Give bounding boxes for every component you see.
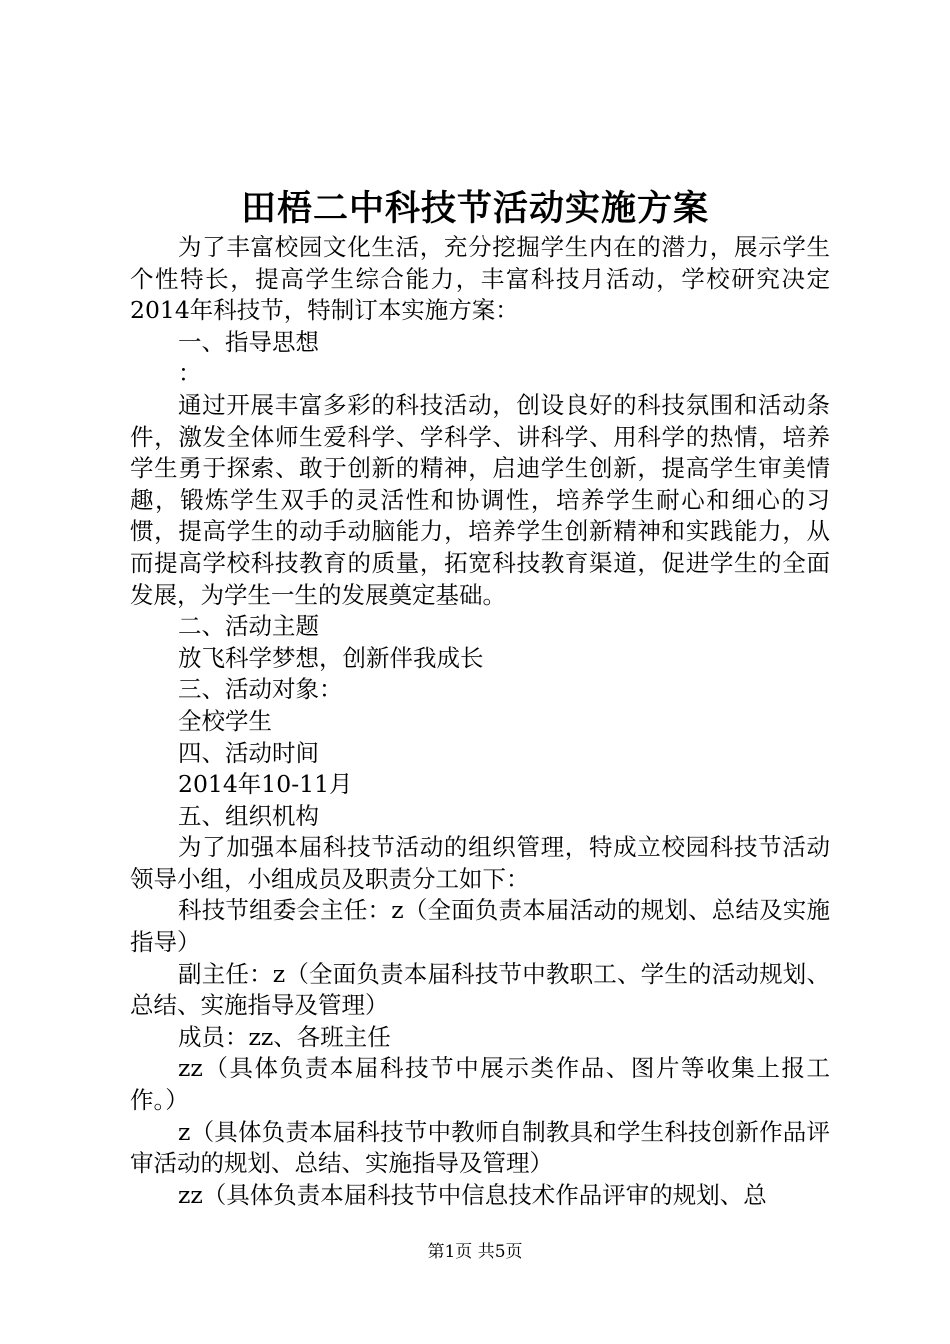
heading-activity-theme: 二、活动主题 <box>178 612 319 641</box>
paragraph-activity-target: 全校学生 <box>178 706 272 735</box>
paragraph-member-duty-2: z（具体负责本届科技节中教师自制教具和学生科技创新作品评审活动的规划、总结、实施指导及管理） <box>130 1117 830 1178</box>
heading-activity-time: 四、活动时间 <box>178 738 319 767</box>
paragraph-committee-director: 科技节组委会主任：z（全面负责本届活动的规划、总结及实施指导） <box>130 896 830 957</box>
paragraph-colon: ： <box>178 359 202 388</box>
heading-organization: 五、组织机构 <box>178 801 319 830</box>
page-footer: 第1页 共5页 <box>427 1242 523 1262</box>
paragraph-activity-theme: 放飞科学梦想，创新伴我成长 <box>178 643 484 672</box>
paragraph-guiding-ideology: 通过开展丰富多彩的科技活动，创设良好的科技氛围和活动条件，激发全体师生爱科学、学科学、讲科学、用科学的热情，培养学生勇于探索、敢于创新的精神，启迪学生创新，提高学生审美情趣，锻炼学生双手的灵活性和协调性，培养学生耐心和细心的习惯，提高学生的动手动脑能力，培养学生创新精神和实践能力，从而提高学校科技教育的质量，拓宽科技教育渠道，促进学生的全面发展，为学生一生的发展奠定基础。 <box>130 390 830 609</box>
paragraph-activity-time: 2014年10-11月 <box>178 770 353 799</box>
heading-activity-target: 三、活动对象： <box>178 675 343 704</box>
paragraph-organization: 为了加强本届科技节活动的组织管理，特成立校园科技节活动领导小组，小组成员及职责分工如下： <box>130 833 830 893</box>
paragraph-member-duty-3: zz（具体负责本届科技节中信息技术作品评审的规划、总 <box>178 1180 767 1209</box>
heading-guiding-ideology: 一、指导思想 <box>178 327 319 356</box>
paragraph-deputy-director: 副主任：z（全面负责本届科技节中教职工、学生的活动规划、总结、实施指导及管理） <box>130 959 830 1020</box>
paragraph-member-duty-1: zz（具体负责本届科技节中展示类作品、图片等收集上报工作。） <box>130 1054 830 1115</box>
document-body <box>130 232 830 1211</box>
document-title: 田梧二中科技节活动实施方案 <box>240 188 709 229</box>
paragraph-members: 成员：zz、各班主任 <box>178 1022 391 1051</box>
paragraph-intro: 为了丰富校园文化生活，充分挖掘学生内在的潜力，展示学生个性特长，提高学生综合能力，丰富科技月活动，学校研究决定2014年科技节，特制订本实施方案： <box>130 233 830 325</box>
